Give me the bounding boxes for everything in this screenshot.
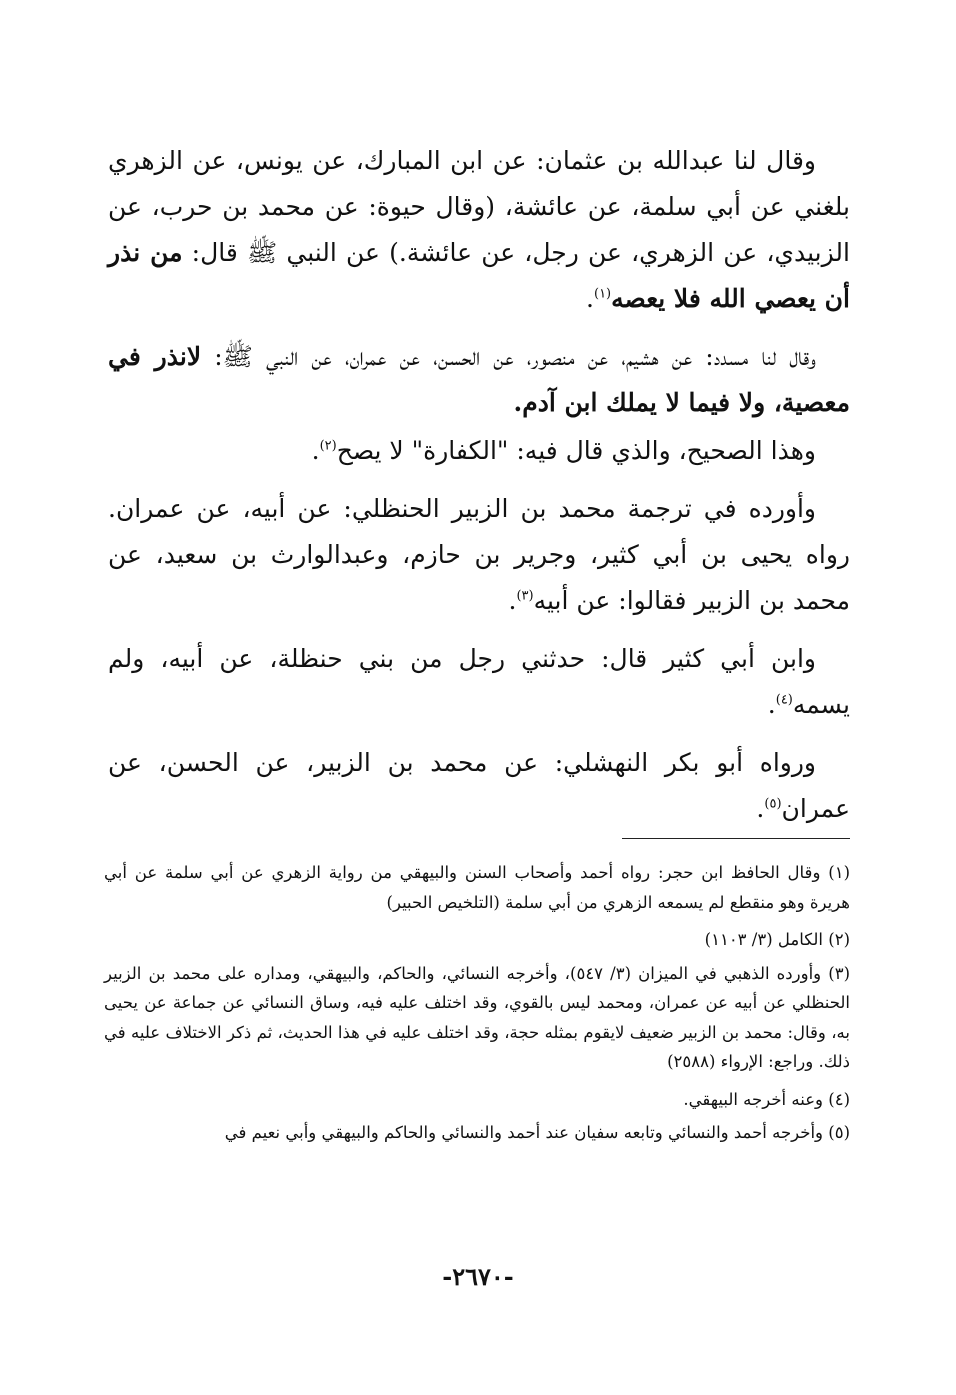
footnote-ref-4: (٤) (775, 692, 793, 708)
paragraph-3 (108, 428, 850, 474)
paragraph-6-end: . (756, 794, 765, 823)
paragraph-4-text: وأورده في ترجمة محمد بن الزبير الحنظلي: عن أبيه، عن عمران. رواه يحيى بن أبي كثير، وجرير بن حازم، وعبدالوارث بن سعيد، عن محمد بن الزبير فقالوا: عن أبيه (108, 494, 850, 615)
paragraph-5-end: . (767, 690, 776, 719)
paragraph-1-hadith: من نذر أن يعصي الله فلا يعصه (108, 238, 850, 313)
main-text (108, 138, 850, 844)
paragraph-3-text: وهذا الصحيح، والذي قال فيه: "الكفارة" لا يصح (336, 436, 816, 465)
footnote-1: (١) وقال الحافظ ابن حجر: رواه أحمد وأصحاب السنن والبيهقي من رواية الزهري عن أبي سلمة عن أبي هريرة وهو منقطع لم يسمعه الزهري من أبي سلمة (التلخيص الحبير) (104, 863, 850, 912)
footnote-5: (٥) وأخرجه أحمد والنسائي وتابعه سفيان عند أحمد والنسائي والحاكم والبيهقي وأبي نعيم في (224, 1123, 850, 1142)
page-number: -٢٦٧٠- (442, 1262, 514, 1291)
paragraph-6 (108, 740, 850, 832)
paragraph-2-hadith: لانذر في معصية، ولا فيما لا يملك ابن آدم. (108, 342, 850, 417)
footnote-3: (٣) وأورده الذهبي في الميزان (٣/ ٥٤٧)، وأخرجه النسائي، والحاكم، والبيهقي، ومداره على محمد بن الزبير الحنظلي عن أبيه عن عمران، ومحمد ليس بالقوي، وقد اختلف عليه فيه، وساق النسائي عن جماعة عن يحيى به، وقال: محمد بن الزبير ضعيف لايقوم بمثله حجة، وقد اختلف عليه في هذا الحديث، ثم ذكر الاختلاف عليه في ذلك. وراجع: الإرواء (٢٥٨٨) (104, 963, 850, 1071)
footnote-separator (622, 838, 850, 839)
footnote-ref-3: (٣) (516, 588, 534, 604)
footnote-ref-2: (٢) (319, 438, 337, 454)
paragraph-1 (108, 138, 850, 322)
paragraph-5 (108, 636, 850, 728)
paragraph-4 (108, 486, 850, 624)
footnote-2: (٢) الكامل (٣/ ١١٠٣) (704, 930, 850, 949)
footnotes (104, 858, 850, 1156)
paragraph-3-end: . (311, 436, 320, 465)
paragraph-2 (108, 334, 850, 426)
footnote-ref-1: (١) (593, 286, 612, 302)
footnote-4: (٤) وعنه أخرجه البيهقي. (683, 1089, 850, 1109)
paragraph-5-text: وابن أبي كثير قال: حدثني رجل من بني حنظلة، عن أبيه، ولم يسمه (108, 644, 850, 719)
paragraph-6-text: ورواه أبو بكر النهشلي: عن محمد بن الزبير، عن الحسن، عن عمران (108, 748, 850, 823)
paragraph-1-end: . (586, 284, 594, 313)
footnote-ref-5: (٥) (764, 796, 782, 812)
paragraph-2-text: وقال لنا مسدد: عن هشيم، عن منصور، عن الحسن، عن عمران، عن النبي ﷺ: (201, 342, 816, 371)
paragraph-4-end: . (508, 586, 517, 615)
paragraph-1-text: وقال لنا عبدالله بن عثمان: عن ابن المبارك، عن يونس، عن الزهري بلغني عن أبي سلمة، عن عائشة، (وقال حيوة: عن محمد بن حرب، عن الزبيدي، عن الزهري، عن رجل، عن عائشة.) عن النبي ﷺ قال: (108, 146, 850, 267)
